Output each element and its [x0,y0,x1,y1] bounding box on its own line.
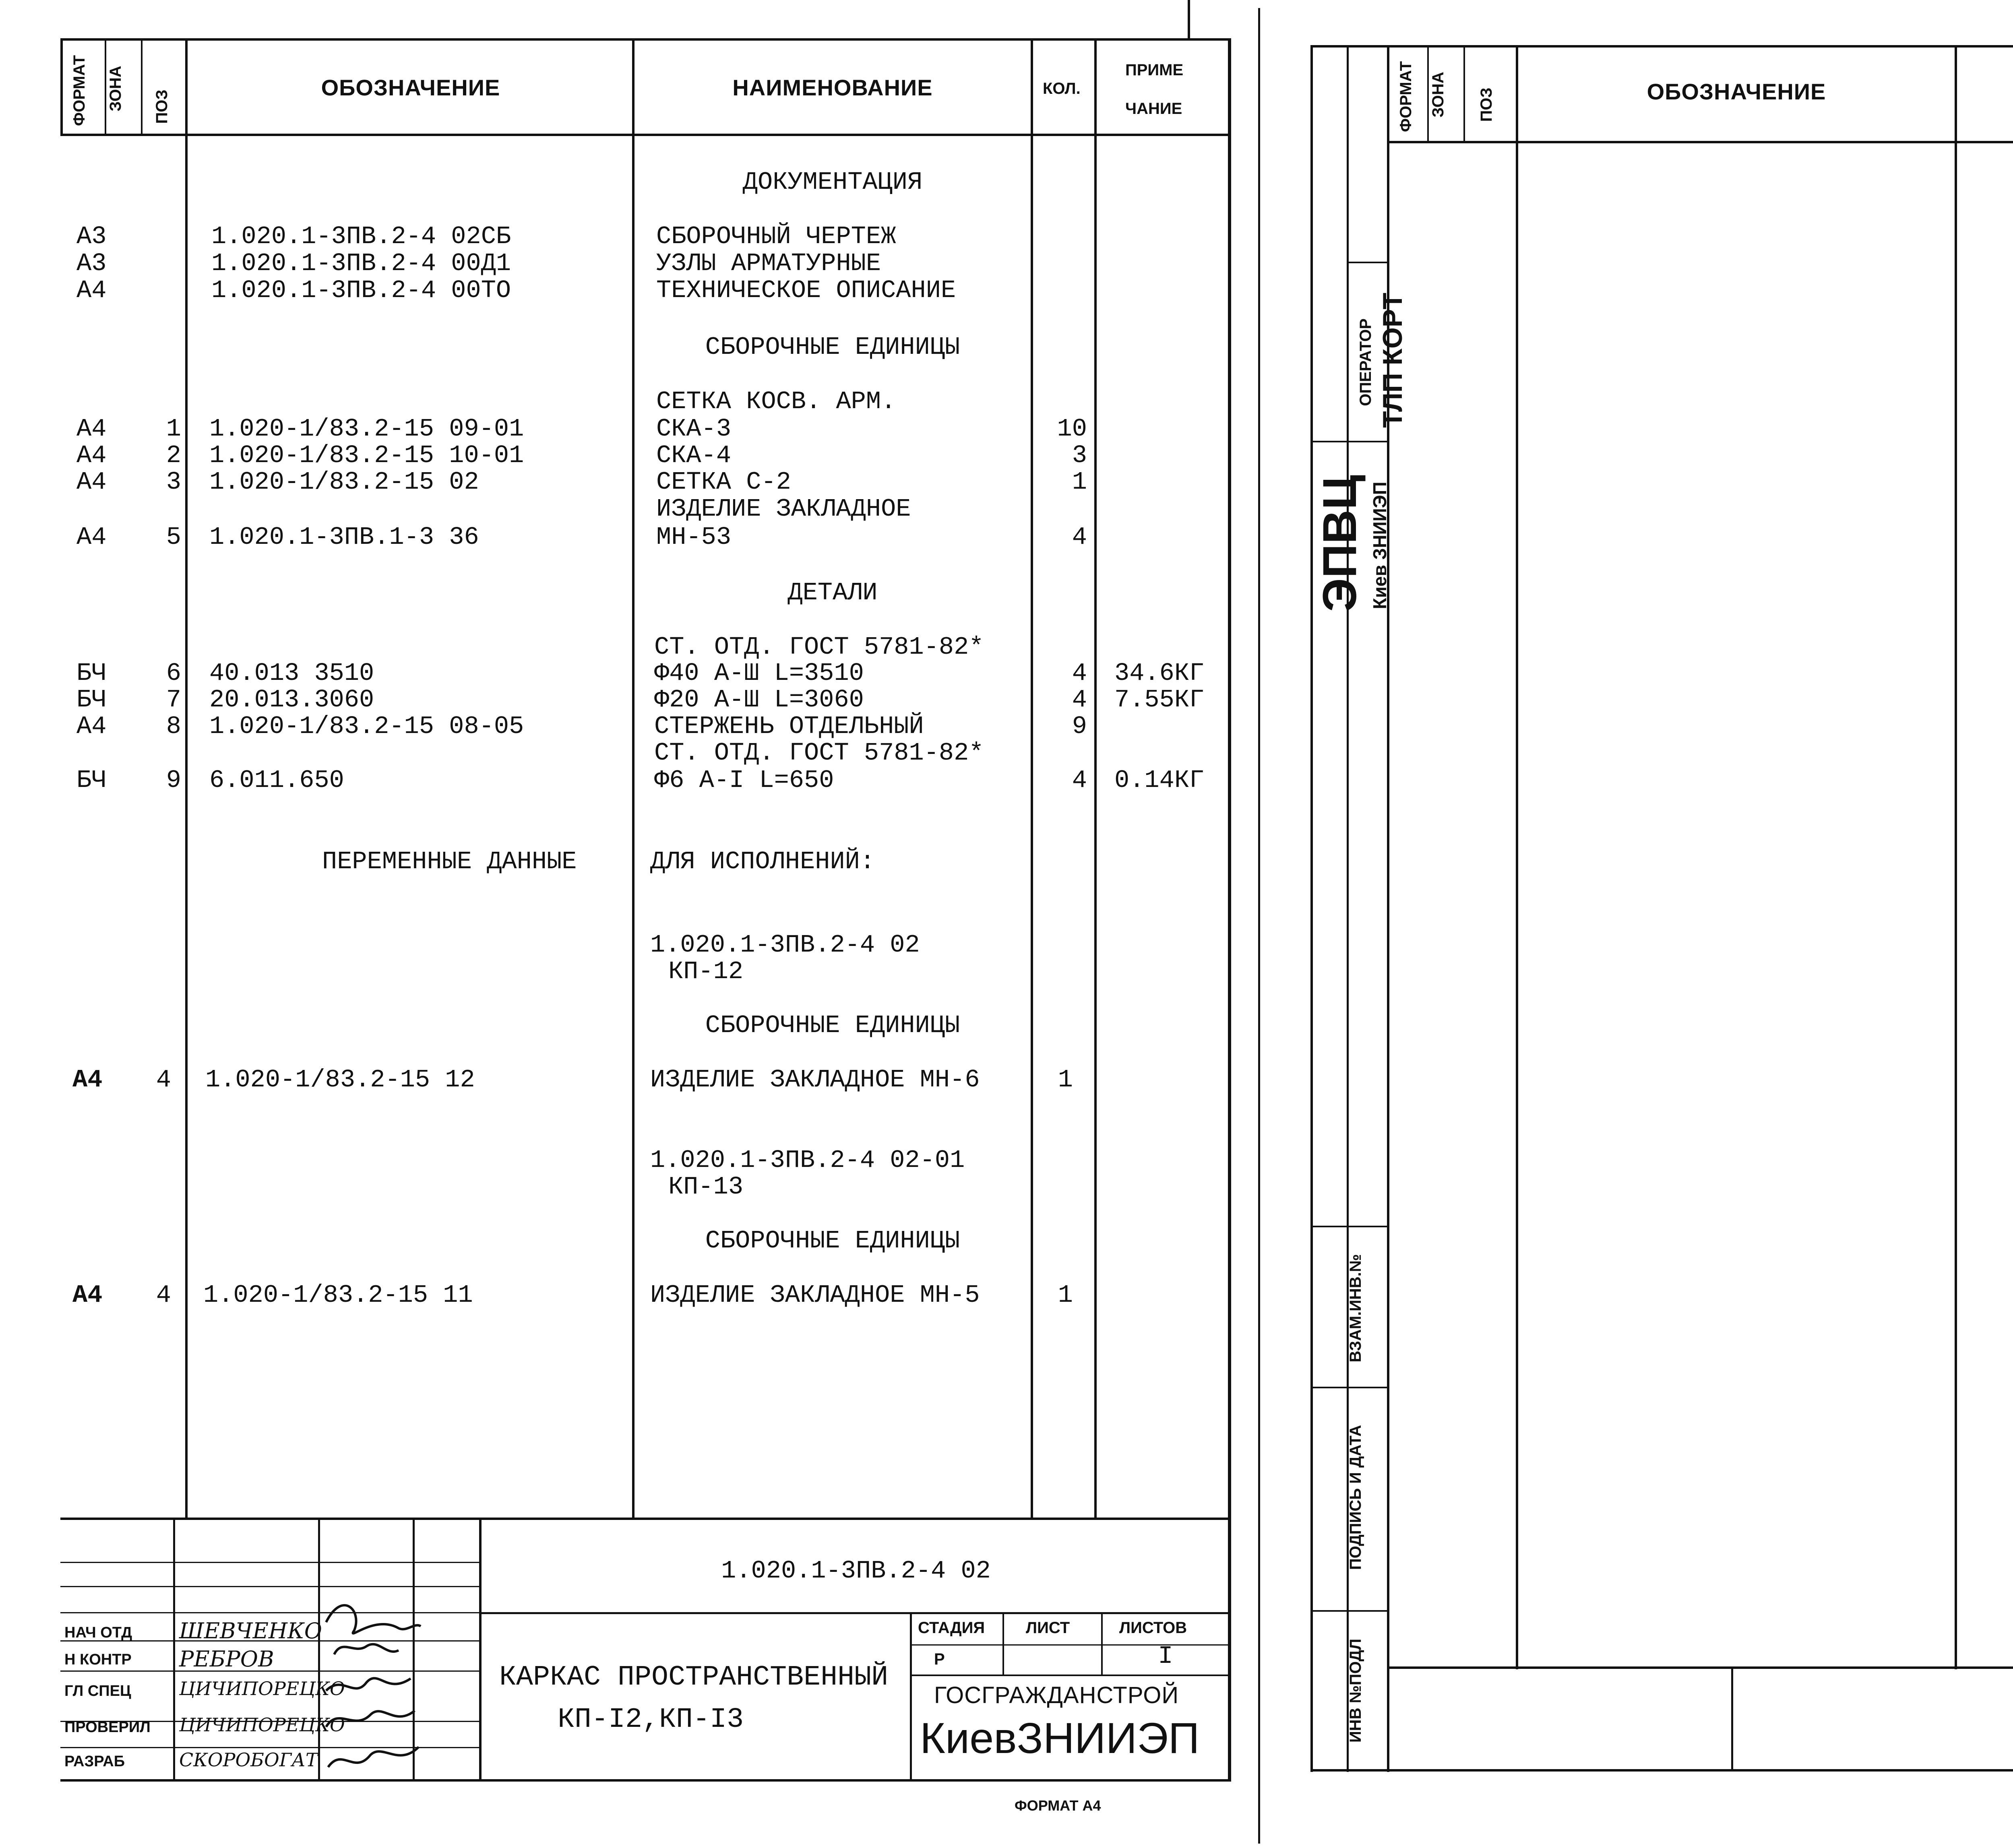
row-pos: 8 [166,712,181,741]
left-header-bottom [60,134,1228,136]
title-line-1: КАРКАС ПРОСТРАНСТВЕННЫЙ [499,1662,889,1693]
left-frame-bottom [60,1779,1231,1782]
row-format: БЧ [76,686,107,714]
right-hdr-zone: ЗОНА [1429,72,1447,118]
row-designation: 1.020.1-3ПВ.2-4 00Д1 [211,249,511,278]
margin-sep [1347,262,1389,263]
left-hdr-note-1: ПРИМЕ [1125,61,1184,79]
row-pos: 7 [166,686,181,714]
row-note: 34.6КГ [1114,659,1205,688]
margin-sep [1310,1226,1389,1227]
row-name: СКА-3 [656,415,732,443]
title-doc-code: 1.020.1-3ПВ.2-4 02 [721,1557,991,1585]
sheet-label: ЛИСТ [1026,1619,1070,1637]
left-tick-top [1188,0,1190,40]
role-person: СКОРОБОГАТ [179,1749,318,1771]
right-frame-left [1310,45,1313,1772]
title-line-2: КП-I2,КП-I3 [558,1704,744,1736]
org-name-2: КиевЗНИИЭП [920,1714,1200,1762]
right-stamp-top [1389,1666,2013,1669]
row-qty: 4 [1072,766,1087,795]
row-pos: 6 [166,659,181,688]
row-designation: 1.020-1/83.2-15 10-01 [209,441,524,470]
left-hdr-designation: ОБОЗНАЧЕНИЕ [321,75,500,100]
row-qty: 3 [1072,441,1087,470]
row-format: А4 [72,1065,103,1094]
signature-image [318,1586,423,1779]
for-versions-label: ДЛЯ ИСПОЛНЕНИЙ: [650,847,875,876]
row-pos: 9 [166,766,181,795]
stage-value: Р [934,1650,945,1668]
left-format-label: ФОРМАТ А4 [1015,1797,1101,1814]
sheets-label: ЛИСТОВ [1119,1619,1187,1637]
right-hdr-format: ФОРМАТ [1397,61,1415,132]
row-name: СБОРОЧНЫЙ ЧЕРТЕЖ [656,222,896,251]
row-pos: 1 [166,415,181,443]
row-format: А4 [76,415,107,443]
right-sheet [1264,0,2013,1848]
row-qty: 4 [1072,523,1087,551]
evc-sub: Киев ЗНИИЭП [1369,481,1390,609]
row-qty: 1 [1058,1281,1073,1309]
row-format: А4 [76,523,107,551]
stage-label: СТАДИЯ [918,1619,985,1637]
row-pos: 3 [166,468,181,496]
row-name: СТ. ОТД. ГОСТ 5781-82* [654,739,984,767]
tb-col-line [173,1518,175,1779]
left-hdr-qty: КОЛ. [1043,80,1081,97]
row-qty: 9 [1072,712,1087,741]
row-designation: 1.020.1-3ПВ.2-4 02СБ [211,222,511,251]
row-name: СТ. ОТД. ГОСТ 5781-82* [654,633,984,661]
row-name: СЕТКА С-2 [656,468,791,496]
left-col-format [105,38,106,135]
row-qty: 4 [1072,686,1087,714]
right-col-designation [1955,45,1957,1669]
role-person: ЦИЧИПОРЕЦКО [179,1714,345,1736]
row-pos: 5 [166,523,181,551]
section-heading: СБОРОЧНЫЕ ЕДИНИЦЫ [705,1011,960,1040]
row-pos: 2 [166,441,181,470]
section-heading: ДОКУМЕНТАЦИЯ [742,168,923,196]
tb-stage-col [910,1612,912,1781]
left-hdr-name: НАИМЕНОВАНИЕ [732,75,933,100]
row-name: СЕТКА КОСВ. АРМ. [656,387,896,416]
row-designation: 20.013.3060 [209,686,374,714]
row-format: А4 [76,441,107,470]
sign-date-label: ПОДПИСЬ И ДАТА [1347,1425,1364,1570]
row-format: БЧ [76,766,107,795]
left-col-qty [1094,38,1097,1520]
margin-sep [1310,1610,1389,1612]
left-hdr-note-2: ЧАНИЕ [1125,100,1182,118]
operator-value: ТЛП КОРТ [1377,293,1408,428]
row-name: ТЕХНИЧЕСКОЕ ОПИСАНИЕ [656,276,956,305]
left-col-zone [141,38,143,135]
row-qty: 4 [1072,659,1087,688]
sheets-value: I [1158,1642,1173,1670]
row-designation: 1.020-1/83.2-15 08-05 [209,712,524,741]
version-1-code: 1.020.1-3ПВ.2-4 02 [650,931,920,959]
row-name: Ф40 А-Ш L=3510 [654,659,864,688]
row-designation: 40.013 3510 [209,659,374,688]
left-col-pos [185,38,188,1520]
section-heading: СБОРОЧНЫЕ ЕДИНИЦЫ [705,333,960,361]
row-format: А4 [76,276,107,305]
tb-top-line [60,1518,1228,1520]
row-qty: 1 [1058,1065,1073,1094]
right-col-format [1427,45,1429,142]
row-name: МН-53 [656,523,732,551]
row-designation: 1.020.1-3ПВ.2-4 00ТО [211,276,511,305]
row-name: ИЗДЕЛИЕ ЗАКЛАДНОЕ [656,495,911,523]
inv-orig-label: ИНВ №ПОДЛ [1347,1638,1364,1743]
row-pos: 4 [156,1065,171,1094]
row-name: ИЗДЕЛИЕ ЗАКЛАДНОЕ МН-5 [650,1281,980,1309]
row-name: Ф20 А-Ш L=3060 [654,686,864,714]
row-format: А3 [76,249,107,278]
row-qty: 1 [1072,468,1087,496]
version-1-name: КП-12 [668,957,744,986]
right-col-zone [1463,45,1465,142]
row-note: 7.55КГ [1114,686,1205,714]
right-stamp-col [1731,1666,1733,1770]
row-format: А4 [72,1281,103,1309]
row-name: СТЕРЖЕНЬ ОТДЕЛЬНЫЙ [654,712,924,741]
version-2-name: КП-13 [668,1173,744,1201]
replace-inv-label: ВЗАМ.ИНВ.№ [1347,1254,1364,1363]
section-heading: СБОРОЧНЫЕ ЕДИНИЦЫ [705,1226,960,1255]
role-label: ГЛ СПЕЦ [64,1683,131,1699]
left-frame-right [1228,38,1231,1781]
left-hdr-pos: ПОЗ [153,89,171,124]
role-person: ШЕВЧЕНКО [179,1618,322,1644]
section-heading: ДЕТАЛИ [787,578,878,607]
row-designation: 6.011.650 [209,766,344,795]
left-col-designation [632,38,634,1520]
row-pos: 4 [156,1281,171,1309]
row-name: Ф6 А-I L=650 [654,766,834,795]
row-designation: 1.020.1-3ПВ.1-3 36 [209,523,479,551]
variable-data-label: ПЕРЕМЕННЫЕ ДАННЫЕ [322,847,577,876]
row-name: ИЗДЕЛИЕ ЗАКЛАДНОЕ МН-6 [650,1065,980,1094]
tb-code-line [479,1612,1230,1614]
version-2-code: 1.020.1-3ПВ.2-4 02-01 [650,1146,965,1175]
left-frame-top [60,38,1228,41]
row-name: УЗЛЫ АРМАТУРНЫЕ [656,249,881,278]
row-name: СКА-4 [656,441,732,470]
margin-sep [1310,1387,1389,1388]
left-hdr-format: ФОРМАТ [70,55,88,126]
role-label: РАЗРАБ [64,1753,125,1770]
tb-col-line [479,1518,482,1779]
row-designation: 1.020-1/83.2-15 12 [205,1065,475,1094]
row-designation: 1.020-1/83.2-15 02 [209,468,479,496]
row-designation: 1.020-1/83.2-15 09-01 [209,415,524,443]
left-frame-left [60,38,63,135]
right-col-pos [1516,45,1518,1669]
right-hdr-pos: ПОЗ [1478,87,1495,122]
right-frame-bottom [1310,1769,2013,1772]
role-label: Н КОНТР [64,1651,132,1668]
row-qty: 10 [1057,415,1087,443]
page-divider [1258,8,1260,1844]
row-format: А3 [76,222,107,251]
org-name-1: ГОСГРАЖДАНСТРОЙ [934,1682,1179,1708]
tb-stage-line [910,1675,1230,1676]
row-designation: 1.020-1/83.2-15 11 [203,1281,473,1309]
row-format: БЧ [76,659,107,688]
operator-label: ОПЕРАТОР [1357,318,1374,406]
tb-row-line [60,1562,479,1563]
role-person: ЦИЧИПОРЕЦКО [179,1678,345,1699]
row-format: А4 [76,468,107,496]
evc-stamp: ЭПВЦ [1313,475,1366,612]
tb-stage-col [1002,1612,1004,1675]
left-hdr-zone: ЗОНА [107,66,124,111]
right-hdr-designation: ОБОЗНАЧЕНИЕ [1647,79,1826,104]
role-label: НАЧ ОТД [64,1624,132,1641]
right-frame-top [1310,45,2013,47]
role-person: РЕБРОВ [179,1646,274,1672]
role-label: ПРОВЕРИЛ [64,1719,151,1736]
row-note: 0.14КГ [1114,766,1205,795]
right-hdr-name [1957,81,2013,107]
row-format: А4 [76,712,107,741]
